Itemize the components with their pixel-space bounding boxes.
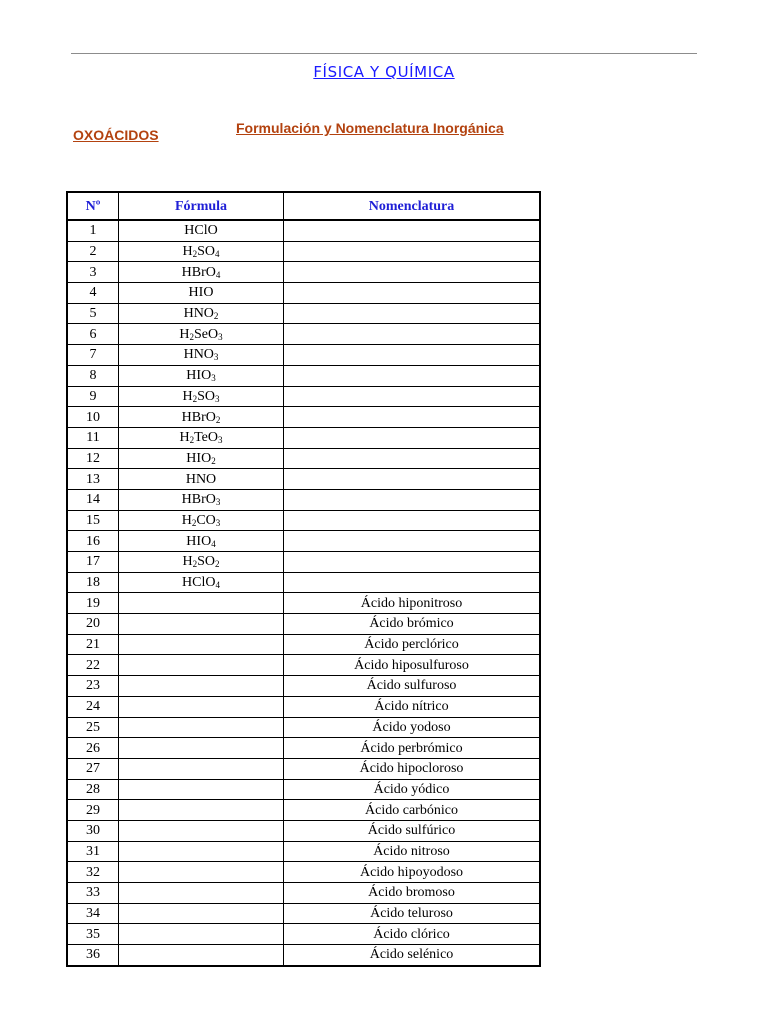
formula-cell [119,883,284,904]
formula-part: HIO [186,368,212,384]
table-row [67,489,540,510]
formula-part: HNO [185,471,217,487]
table-row [67,262,540,283]
nomenclature-cell [284,345,541,366]
row-number: 10 [67,407,119,428]
formula-subscript: 4 [211,538,216,549]
table-row [67,862,540,883]
formula-cell [119,448,284,469]
row-number: 5 [67,303,119,324]
formula-part: HBrO [181,409,216,425]
header-title: FÍSICA Y QUÍMICA [313,63,455,81]
table-row [67,841,540,862]
nomenclature-cell: Ácido hipocloroso [284,758,541,779]
nomenclature-cell [284,283,541,304]
row-number: 35 [67,924,119,945]
nomenclature-cell [284,407,541,428]
table-row [67,345,540,366]
table-row [67,572,540,593]
formula-cell [119,469,284,490]
nomenclature-cell [284,510,541,531]
row-number: 23 [67,676,119,697]
nomenclature-cell: Ácido brómico [284,614,541,635]
formula-part: CO [196,512,216,528]
document-header [0,63,768,81]
table-header-row [67,192,540,220]
row-number: 9 [67,386,119,407]
formula-part: HBrO [181,492,216,508]
formula-cell [119,676,284,697]
nomenclature-cell [284,489,541,510]
table-row [67,758,540,779]
row-number: 20 [67,614,119,635]
table-row [67,614,540,635]
row-number: 7 [67,345,119,366]
formula-part: HIO [186,533,212,549]
formula-cell [119,572,284,593]
nomenclature-cell [284,572,541,593]
table-row [67,448,540,469]
nomenclature-cell [284,365,541,386]
formula-cell [119,924,284,945]
table-row [67,552,540,573]
formula-cell [119,841,284,862]
table-row [67,427,540,448]
row-number: 3 [67,262,119,283]
formula-cell [119,945,284,966]
table-row [67,386,540,407]
row-number: 4 [67,283,119,304]
row-number: 6 [67,324,119,345]
nomenclature-cell [284,469,541,490]
nomenclature-cell [284,324,541,345]
row-number: 36 [67,945,119,966]
formula-part: H [179,430,190,446]
formula-subscript: 2 [189,331,194,342]
formula-part: HIO [188,285,214,301]
formula-cell [119,489,284,510]
formula-part: HNO [183,347,214,363]
nomenclature-cell: Ácido sulfúrico [284,820,541,841]
formula-part: SO [197,388,216,404]
row-number: 34 [67,903,119,924]
formula-cell [119,820,284,841]
nomenclature-cell: Ácido hiponitroso [284,593,541,614]
formula-cell [119,324,284,345]
nomenclature-cell: Ácido bromoso [284,883,541,904]
row-number: 12 [67,448,119,469]
nomenclature-cell: Ácido sulfuroso [284,676,541,697]
nomenclature-cell: Ácido yodoso [284,717,541,738]
formula-part: SO [197,244,216,260]
row-number: 18 [67,572,119,593]
table-row [67,634,540,655]
formula-subscript: 3 [218,435,223,446]
row-number: 16 [67,531,119,552]
formula-subscript: 3 [215,497,221,508]
formula-subscript: 2 [213,311,219,322]
row-number: 14 [67,489,119,510]
row-number: 31 [67,841,119,862]
nomenclature-cell: Ácido hipoyodoso [284,862,541,883]
table-row [67,407,540,428]
formula-cell [119,696,284,717]
formula-cell [119,241,284,262]
formula-subscript: 2 [215,414,221,425]
table-row [67,676,540,697]
formula-subscript: 2 [215,559,220,570]
formula-part: H [179,326,190,342]
formula-subscript: 2 [192,393,198,404]
row-number: 13 [67,469,119,490]
row-number: 11 [67,427,119,448]
row-number: 8 [67,365,119,386]
formula-part: HNO [183,306,214,322]
formula-part: TeO [194,430,219,446]
table-body [67,220,540,966]
nomenclature-cell: Ácido teluroso [284,903,541,924]
formula-part: HClO [184,223,218,239]
nomenclature-cell [284,303,541,324]
formula-subscript: 3 [211,373,216,384]
row-number: 27 [67,758,119,779]
formula-cell [119,717,284,738]
row-number: 17 [67,552,119,573]
table-row [67,883,540,904]
document-subtitle: Formulación y Nomenclatura Inorgánica [236,120,504,136]
formula-cell [119,779,284,800]
nomenclature-cell [284,262,541,283]
formula-subscript: 2 [189,435,195,446]
row-number: 15 [67,510,119,531]
header-divider [71,53,697,54]
column-header-number: Nº [67,192,119,220]
formula-cell [119,758,284,779]
table-row [67,820,540,841]
section-label: OXOÁCIDOS [73,127,159,143]
column-header-formula: Fórmula [119,192,284,220]
formula-cell [119,655,284,676]
formula-cell [119,427,284,448]
nomenclature-cell: Ácido perbrómico [284,738,541,759]
table-row [67,800,540,821]
row-number: 1 [67,220,119,241]
row-number: 21 [67,634,119,655]
table-row [67,945,540,966]
table-row [67,241,540,262]
formula-subscript: 3 [218,331,223,342]
row-number: 33 [67,883,119,904]
nomenclature-cell: Ácido perclórico [284,634,541,655]
formula-part: H [182,244,193,260]
formula-part: HBrO [181,264,216,280]
formula-cell [119,220,284,241]
table-row [67,655,540,676]
formula-cell [119,407,284,428]
table-row [67,324,540,345]
formula-cell [119,862,284,883]
nomenclature-cell: Ácido clórico [284,924,541,945]
nomenclature-cell [284,427,541,448]
table-row [67,717,540,738]
row-number: 19 [67,593,119,614]
formula-part: H [182,388,193,404]
formula-cell [119,283,284,304]
row-number: 29 [67,800,119,821]
formula-cell [119,365,284,386]
formula-subscript: 2 [211,455,216,466]
row-number: 30 [67,820,119,841]
nomenclature-cell [284,386,541,407]
formula-cell [119,531,284,552]
formula-cell [119,345,284,366]
row-number: 24 [67,696,119,717]
row-number: 22 [67,655,119,676]
formula-part: SeO [194,326,219,342]
table-row [67,469,540,490]
formula-subscript: 4 [215,269,221,280]
table-row [67,696,540,717]
formula-cell [119,593,284,614]
row-number: 2 [67,241,119,262]
nomenclature-cell [284,552,541,573]
formula-part: HIO [186,450,212,466]
formula-cell [119,510,284,531]
formula-subscript: 2 [192,249,198,260]
column-header-nomenclature: Nomenclatura [284,192,541,220]
formula-part: HClO [182,575,216,591]
formula-part: H [181,512,192,528]
nomenclature-cell [284,220,541,241]
table-row [67,303,540,324]
nomenclature-cell [284,531,541,552]
formula-cell [119,614,284,635]
table-row [67,924,540,945]
formula-cell [119,303,284,324]
table-row [67,220,540,241]
formula-subscript: 2 [192,559,198,570]
table-row [67,510,540,531]
exercise-table [66,191,541,967]
table-row [67,531,540,552]
table-row [67,738,540,759]
formula-subscript: 3 [213,352,219,363]
table-row [67,365,540,386]
formula-cell [119,634,284,655]
formula-subscript: 3 [215,393,220,404]
nomenclature-cell: Ácido hiposulfuroso [284,655,541,676]
row-number: 32 [67,862,119,883]
formula-part: SO [197,554,216,570]
formula-cell [119,262,284,283]
nomenclature-cell: Ácido selénico [284,945,541,966]
nomenclature-cell: Ácido nitroso [284,841,541,862]
table-row [67,593,540,614]
formula-cell [119,903,284,924]
table-row [67,283,540,304]
row-number: 26 [67,738,119,759]
nomenclature-cell [284,448,541,469]
formula-subscript: 3 [215,517,221,528]
formula-subscript: 4 [215,580,220,591]
row-number: 25 [67,717,119,738]
row-number: 28 [67,779,119,800]
formula-subscript: 2 [191,517,197,528]
nomenclature-cell: Ácido carbónico [284,800,541,821]
nomenclature-cell: Ácido yódico [284,779,541,800]
formula-cell [119,386,284,407]
table-row [67,903,540,924]
nomenclature-cell: Ácido nítrico [284,696,541,717]
formula-cell [119,800,284,821]
formula-cell [119,738,284,759]
formula-part: H [182,554,193,570]
nomenclature-cell [284,241,541,262]
table-row [67,779,540,800]
formula-subscript: 4 [215,249,220,260]
formula-cell [119,552,284,573]
